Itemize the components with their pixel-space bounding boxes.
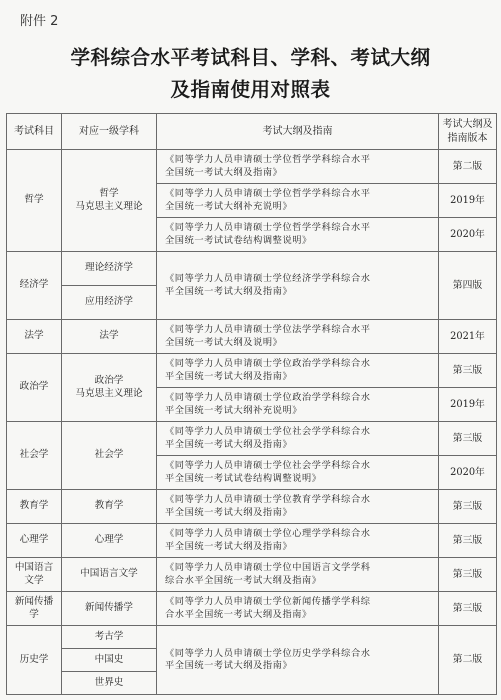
document-title: 学科综合水平考试科目、学科、考试大纲 — [70, 46, 431, 69]
guide-line: 《同等学力人员申请硕士学位中国语言文学学科 — [165, 562, 371, 574]
guide-line: 《同等学力人员申请硕士学位社会学学科综合水 — [165, 426, 371, 438]
guide-line: 合水平全国统一考试大纲及指南》 — [165, 608, 312, 620]
guide-line: 平全国统一考试试卷结构调整说明》 — [165, 472, 322, 484]
guide-line: 《同等学力人员申请硕士学位法学学科综合水平 — [165, 324, 371, 336]
subject-line: 文学 — [24, 574, 44, 586]
guide-line: 《同等学力人员申请硕士学位历史学学科综合水 — [165, 647, 371, 659]
guide-line: 全国统一考试大纲及说明》 — [165, 336, 283, 348]
guide-line: 《同等学力人员申请硕士学位哲学学科综合水平 — [165, 222, 371, 234]
guide-line: 平全国统一考试大纲及指南》 — [165, 540, 293, 552]
guide-cell — [157, 456, 439, 490]
version-cell: 第四版 — [439, 252, 497, 320]
subject-line: 新闻传播 — [14, 595, 54, 607]
discipline-cell: 中国史 — [62, 649, 157, 672]
header-discipline: 对应一级学科 — [62, 114, 157, 150]
table-row — [7, 320, 497, 354]
version-cell: 第三版 — [439, 422, 497, 456]
discipline-cell: 应用经济学 — [62, 286, 157, 320]
subject-line: 学 — [29, 608, 39, 620]
discipline-cell: 社会学 — [62, 422, 157, 490]
guide-line: 平全国统一考试大纲及指南》 — [165, 438, 293, 450]
table-row — [7, 422, 497, 456]
discipline-line: 马克思主义理论 — [75, 387, 143, 399]
discipline-line: 政治学 — [94, 374, 124, 386]
guide-cell — [157, 490, 439, 524]
version-cell: 第三版 — [439, 592, 497, 626]
guide-line: 全国统一考试大纲补充说明》 — [165, 200, 293, 212]
guide-cell — [157, 252, 439, 320]
subject-line: 中国语言 — [14, 561, 54, 573]
guide-cell — [157, 626, 439, 695]
version-cell: 2020年 — [439, 456, 497, 490]
guide-line: 《同等学力人员申请硕士学位哲学学科综合水平 — [165, 154, 371, 166]
version-cell: 第三版 — [439, 490, 497, 524]
guide-cell — [157, 150, 439, 184]
guide-line: 平全国统一考试大纲及指南》 — [165, 285, 293, 297]
guide-line: 《同等学力人员申请硕士学位社会学学科综合水 — [165, 460, 371, 472]
discipline-cell: 中国语言文学 — [62, 558, 157, 592]
guide-line: 《同等学力人员申请硕士学位政治学学科综合水 — [165, 392, 371, 404]
guide-line: 《同等学力人员申请硕士学位新闻传播学学科综 — [165, 596, 371, 608]
guide-cell — [157, 184, 439, 218]
discipline-cell: 理论经济学 — [62, 252, 157, 286]
discipline-cell: 法学 — [62, 320, 157, 354]
guide-line: 平全国统一考试大纲及指南》 — [165, 506, 293, 518]
subject-cell: 教育学 — [7, 490, 62, 524]
guide-line: 《同等学力人员申请硕士学位哲学学科综合水平 — [165, 188, 371, 200]
guide-cell — [157, 354, 439, 388]
discipline-cell: 教育学 — [62, 490, 157, 524]
discipline-line: 马克思主义理论 — [75, 200, 143, 212]
subject-cell: 政治学 — [7, 354, 62, 422]
guide-line: 《同等学力人员申请硕士学位心理学学科综合水 — [165, 528, 371, 540]
table-row — [7, 252, 497, 286]
discipline-cell: 世界史 — [62, 672, 157, 695]
guide-line: 平全国统一考试大纲及指南》 — [165, 370, 293, 382]
discipline-cell — [62, 150, 157, 252]
version-cell: 2021年 — [439, 320, 497, 354]
guide-cell — [157, 388, 439, 422]
header-version-line: 指南版本 — [447, 132, 488, 144]
guide-line: 《同等学力人员申请硕士学位经济学学科综合水 — [165, 273, 371, 285]
version-cell: 2020年 — [439, 218, 497, 252]
table-row — [7, 558, 497, 592]
subject-cell: 社会学 — [7, 422, 62, 490]
subject-cell: 法学 — [7, 320, 62, 354]
header-subject: 考试科目 — [7, 114, 62, 150]
subject-cell: 历史学 — [7, 626, 62, 695]
guide-line: 全国统一考试试卷结构调整说明》 — [165, 234, 312, 246]
discipline-line: 哲学 — [99, 187, 119, 199]
table-row — [7, 592, 497, 626]
guide-line: 《同等学力人员申请硕士学位教育学学科综合水 — [165, 494, 371, 506]
table-row — [7, 354, 497, 388]
version-cell: 2019年 — [439, 184, 497, 218]
subject-cell: 哲学 — [7, 150, 62, 252]
attachment-label: 附件 2 — [20, 14, 59, 29]
guide-cell — [157, 558, 439, 592]
discipline-cell: 新闻传播学 — [62, 592, 157, 626]
subject-cell: 心理学 — [7, 524, 62, 558]
discipline-cell: 心理学 — [62, 524, 157, 558]
guide-cell — [157, 320, 439, 354]
table-row — [7, 490, 497, 524]
guide-line: 平全国统一考试大纲及指南》 — [165, 660, 293, 671]
guide-line: 综合水平全国统一考试大纲及指南》 — [165, 574, 322, 586]
table-row — [7, 626, 497, 649]
table-row — [7, 150, 497, 184]
comparison-table — [6, 113, 497, 695]
version-cell: 第三版 — [439, 354, 497, 388]
guide-cell — [157, 218, 439, 252]
table-row — [7, 524, 497, 558]
subject-cell — [7, 592, 62, 626]
version-cell: 第三版 — [439, 524, 497, 558]
version-cell: 第三版 — [439, 558, 497, 592]
subject-cell: 经济学 — [7, 252, 62, 320]
guide-cell — [157, 422, 439, 456]
version-cell: 第二版 — [439, 626, 497, 695]
discipline-cell: 考古学 — [62, 626, 157, 649]
guide-line: 全国统一考试大纲及指南》 — [165, 166, 283, 178]
subject-cell — [7, 558, 62, 592]
guide-cell — [157, 524, 439, 558]
guide-cell — [157, 592, 439, 626]
discipline-cell — [62, 354, 157, 422]
header-version-line: 考试大纲及 — [442, 119, 493, 130]
table-header-row — [7, 114, 497, 150]
version-cell: 第二版 — [439, 150, 497, 184]
guide-line: 《同等学力人员申请硕士学位政治学学科综合水 — [165, 358, 371, 370]
header-guide: 考试大纲及指南 — [157, 114, 439, 150]
guide-line: 平全国统一考试大纲补充说明》 — [165, 404, 303, 416]
header-version — [439, 114, 497, 150]
version-cell: 2019年 — [439, 388, 497, 422]
document-title-line2: 及指南使用对照表 — [170, 78, 331, 101]
